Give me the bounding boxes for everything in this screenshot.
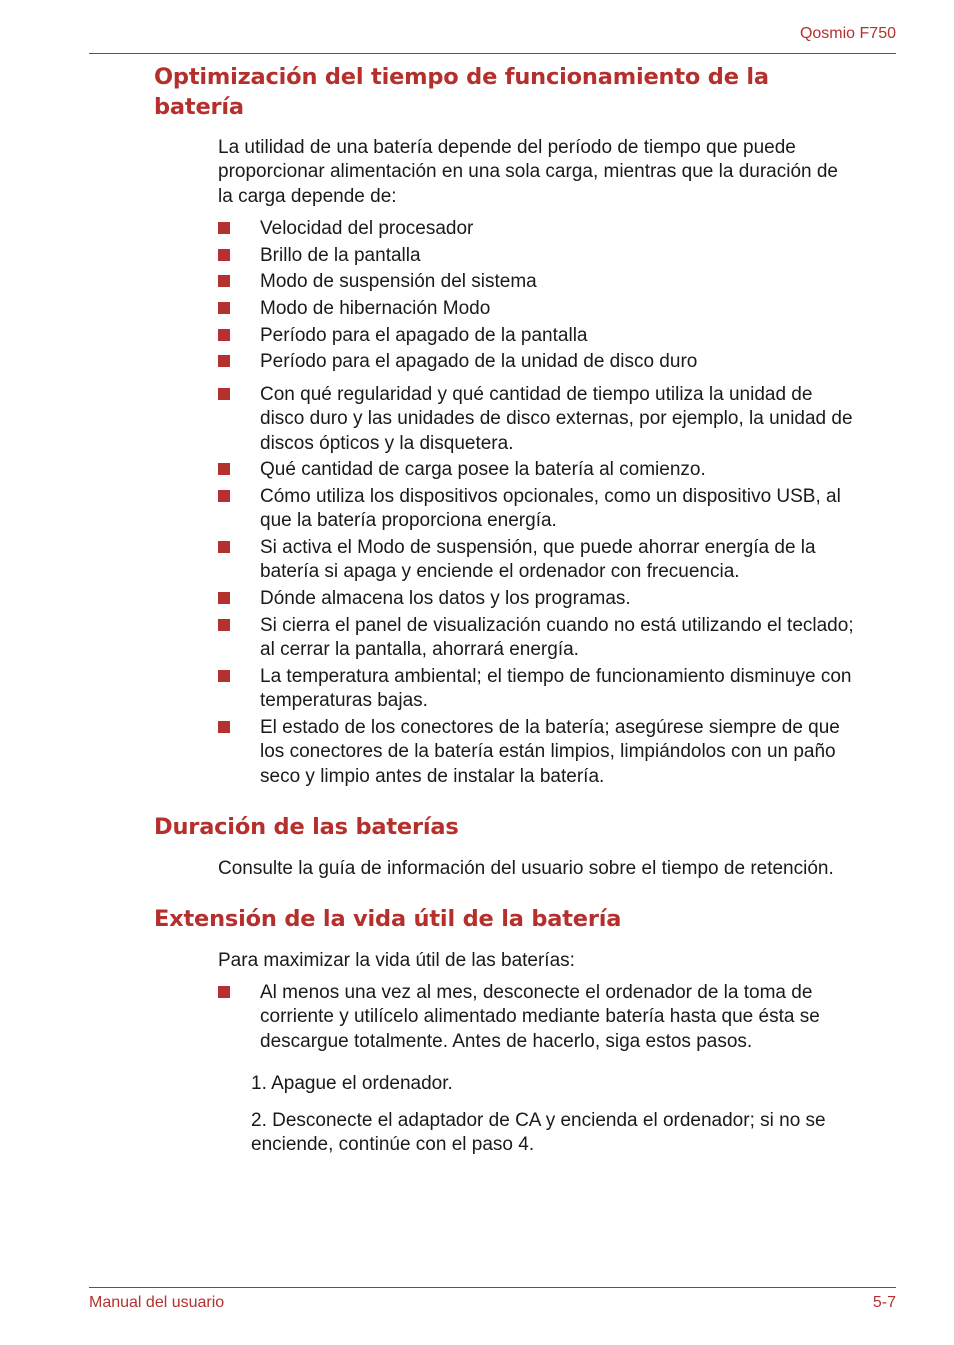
list-item-text bbox=[260, 665, 900, 714]
list-item-line: Dónde almacena los datos y los programas. bbox=[260, 588, 631, 609]
section-title-optimizacion bbox=[154, 62, 854, 122]
list-item-text bbox=[260, 270, 900, 294]
bullet-square-icon bbox=[218, 275, 230, 287]
header-divider bbox=[89, 53, 896, 54]
paragraph-line: La utilidad de una batería depende del período de tiempo que puede bbox=[218, 137, 796, 158]
list-item-line: Con qué regularidad y qué cantidad de tiempo utiliza la unidad de bbox=[260, 384, 813, 405]
bullet-square-icon bbox=[218, 329, 230, 341]
list-item-text bbox=[260, 981, 900, 1054]
step-line: 2. Desconecte el adaptador de CA y encienda el ordenador; si no se bbox=[251, 1110, 826, 1131]
bullet-square-icon bbox=[218, 463, 230, 475]
bullet-square-icon bbox=[218, 302, 230, 314]
list-item-text bbox=[260, 324, 900, 348]
footer-manual-title: Manual del usuario bbox=[89, 1294, 225, 1311]
list-item-line: al cerrar la pantalla, ahorrará energía. bbox=[260, 639, 579, 661]
list-item-text bbox=[260, 217, 900, 241]
list-item-line: Al menos una vez al mes, desconecte el ordenador de la toma de bbox=[260, 982, 813, 1003]
list-item-line: Período para el apagado de la unidad de disco duro bbox=[260, 351, 698, 372]
list-item-line: seco y limpio antes de instalar la batería. bbox=[260, 765, 605, 787]
section-title-line: Optimización del tiempo de funcionamiento de la bbox=[154, 64, 769, 90]
paragraph-line: proporcionar alimentación en una sola carga, mientras que la duración de bbox=[218, 161, 838, 183]
list-item-text bbox=[260, 485, 900, 534]
bullet-square-icon bbox=[218, 249, 230, 261]
bullet-square-icon bbox=[218, 721, 230, 733]
list-item-line: Si activa el Modo de suspensión, que puede ahorrar energía de la bbox=[260, 537, 816, 558]
list-item-line: Brillo de la pantalla bbox=[260, 245, 421, 266]
footer-divider bbox=[89, 1287, 896, 1288]
bullet-square-icon bbox=[218, 619, 230, 631]
section-title-duracion: Duración de las baterías bbox=[154, 814, 459, 840]
list-item-line: los conectores de la batería están limpios, limpiándolos con un paño bbox=[260, 741, 836, 763]
section-title-line: batería bbox=[154, 94, 244, 120]
bullet-square-icon bbox=[218, 355, 230, 367]
list-item-line: corriente y utilícelo alimentado mediante batería hasta que ésta se bbox=[260, 1006, 820, 1028]
list-item-line: batería si apaga y enciende el ordenador con frecuencia. bbox=[260, 561, 740, 583]
bullet-square-icon bbox=[218, 388, 230, 400]
bullet-square-icon bbox=[218, 541, 230, 553]
footer-page-number: 5-7 bbox=[872, 1294, 896, 1311]
step-item bbox=[251, 1072, 891, 1096]
bullet-square-icon bbox=[218, 670, 230, 682]
list-item-line: El estado de los conectores de la batería; asegúrese siempre de que bbox=[260, 717, 840, 738]
step-line: enciende, continúe con el paso 4. bbox=[251, 1134, 535, 1156]
intro-paragraph bbox=[218, 136, 898, 209]
section-title-extension: Extensión de la vida útil de la batería bbox=[154, 906, 622, 932]
list-item-line: Velocidad del procesador bbox=[260, 218, 474, 239]
list-item-text bbox=[260, 587, 900, 611]
paragraph-line: la carga depende de: bbox=[218, 185, 397, 207]
extension-intro: Para maximizar la vida útil de las baterías: bbox=[218, 950, 575, 971]
list-item-line: Si cierra el panel de visualización cuando no está utilizando el teclado; bbox=[260, 615, 854, 636]
list-item-text bbox=[260, 458, 900, 482]
list-item-text bbox=[260, 614, 900, 663]
duracion-paragraph: Consulte la guía de información del usuario sobre el tiempo de retención. bbox=[218, 858, 834, 879]
bullet-square-icon bbox=[218, 986, 230, 998]
list-item-text bbox=[260, 297, 900, 321]
bullet-square-icon bbox=[218, 222, 230, 234]
list-item-text bbox=[260, 350, 900, 374]
list-item-line: Período para el apagado de la pantalla bbox=[260, 325, 588, 346]
list-item-line: discos ópticos y la disquetera. bbox=[260, 432, 514, 454]
list-item-text bbox=[260, 244, 900, 268]
list-item-line: temperaturas bajas. bbox=[260, 690, 428, 712]
list-item-line: Cómo utiliza los dispositivos opcionales, como un dispositivo USB, al bbox=[260, 486, 841, 507]
step-item bbox=[251, 1109, 891, 1158]
list-item-text bbox=[260, 716, 900, 789]
list-item-line: descargue totalmente. Antes de hacerlo, siga estos pasos. bbox=[260, 1030, 753, 1052]
list-item-line: La temperatura ambiental; el tiempo de funcionamiento disminuye con bbox=[260, 666, 852, 687]
list-item-line: Modo de hibernación Modo bbox=[260, 298, 491, 319]
list-item-line: disco duro y las unidades de disco externas, por ejemplo, la unidad de bbox=[260, 408, 853, 430]
list-item-line: Modo de suspensión del sistema bbox=[260, 271, 537, 292]
bullet-square-icon bbox=[218, 490, 230, 502]
bullet-square-icon bbox=[218, 592, 230, 604]
list-item-text bbox=[260, 536, 900, 585]
list-item-line: que la batería proporciona energía. bbox=[260, 510, 557, 532]
list-item-line: Qué cantidad de carga posee la batería al comienzo. bbox=[260, 459, 706, 480]
header-model-name: Qosmio F750 bbox=[799, 25, 896, 42]
step-line: 1. Apague el ordenador. bbox=[251, 1073, 453, 1094]
list-item-text bbox=[260, 383, 900, 456]
